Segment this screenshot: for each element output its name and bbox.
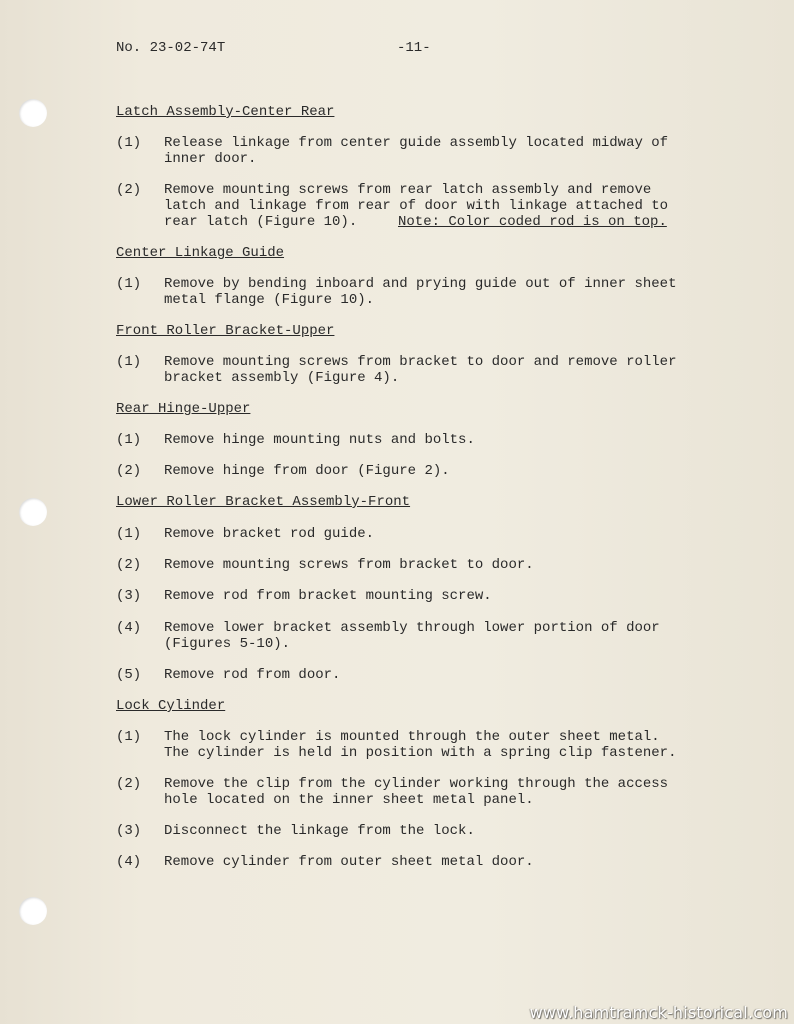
step-text: Remove cylinder from outer sheet metal door. bbox=[164, 854, 534, 870]
section-title-rear-hinge: Rear Hinge-Upper bbox=[116, 401, 251, 417]
step-number: (5) bbox=[116, 667, 142, 683]
step-text: Remove hinge from door (Figure 2). bbox=[164, 463, 450, 479]
step-number: (2) bbox=[116, 182, 142, 198]
step-text: Remove rod from door. bbox=[164, 667, 341, 683]
step-text: Remove lower bracket assembly through lower portion of door (Figures 5-10). bbox=[164, 620, 660, 652]
step-number: (1) bbox=[116, 354, 142, 370]
step-number: (1) bbox=[116, 432, 142, 448]
step-number: (2) bbox=[116, 776, 142, 792]
step-text: Remove hinge mounting nuts and bolts. bbox=[164, 432, 475, 448]
step-number: (2) bbox=[116, 557, 142, 573]
step-text: Remove mounting screws from bracket to door. bbox=[164, 557, 534, 573]
step-number: (2) bbox=[116, 463, 142, 479]
step-number: (1) bbox=[116, 276, 142, 292]
step-number: (4) bbox=[116, 620, 142, 636]
punch-hole-bottom bbox=[19, 897, 47, 925]
punch-hole-top bbox=[19, 99, 47, 127]
section-title-center-linkage-guide: Center Linkage Guide bbox=[116, 245, 285, 261]
step-text: Remove rod from bracket mounting screw. bbox=[164, 588, 492, 604]
step-text: Remove mounting screws from rear latch assembly and remove latch and linkage from rear of door with linkage attached to rear latch (Figure 10). bbox=[164, 182, 669, 230]
step-text: Remove by bending inboard and prying guide out of inner sheet metal flange (Figure 10). bbox=[164, 276, 677, 308]
step-number: (1) bbox=[116, 135, 142, 151]
section-title-front-roller-bracket: Front Roller Bracket-Upper bbox=[116, 323, 335, 339]
punch-hole-middle bbox=[19, 498, 47, 526]
watermark: www.hamtramck-historical.com bbox=[529, 1003, 788, 1022]
step-number: (1) bbox=[116, 526, 142, 542]
section-title-lock-cylinder: Lock Cylinder bbox=[116, 698, 226, 714]
step-text: Disconnect the linkage from the lock. bbox=[164, 823, 475, 839]
section-title-latch-assembly: Latch Assembly-Center Rear bbox=[116, 104, 335, 120]
step-number: (3) bbox=[116, 823, 142, 839]
section-title-lower-roller-bracket: Lower Roller Bracket Assembly-Front bbox=[116, 494, 411, 510]
document-number: No. 23-02-74T bbox=[116, 40, 226, 56]
step-number: (3) bbox=[116, 588, 142, 604]
step-number: (1) bbox=[116, 729, 142, 745]
step-text: Remove the clip from the cylinder working through the access hole located on the inner sheet metal panel. bbox=[164, 776, 669, 808]
step-text: Remove mounting screws from bracket to door and remove roller bracket assembly (Figure 4). bbox=[164, 354, 677, 386]
step-note: Note: Color coded rod is on top. bbox=[398, 214, 667, 230]
page-number: -11- bbox=[397, 40, 431, 56]
step-text: Remove bracket rod guide. bbox=[164, 526, 375, 542]
step-number: (4) bbox=[116, 854, 142, 870]
step-text: Release linkage from center guide assembly located midway of inner door. bbox=[164, 135, 669, 167]
step-text: The lock cylinder is mounted through the outer sheet metal. The cylinder is held in position with a spring clip fastener. bbox=[164, 729, 677, 761]
